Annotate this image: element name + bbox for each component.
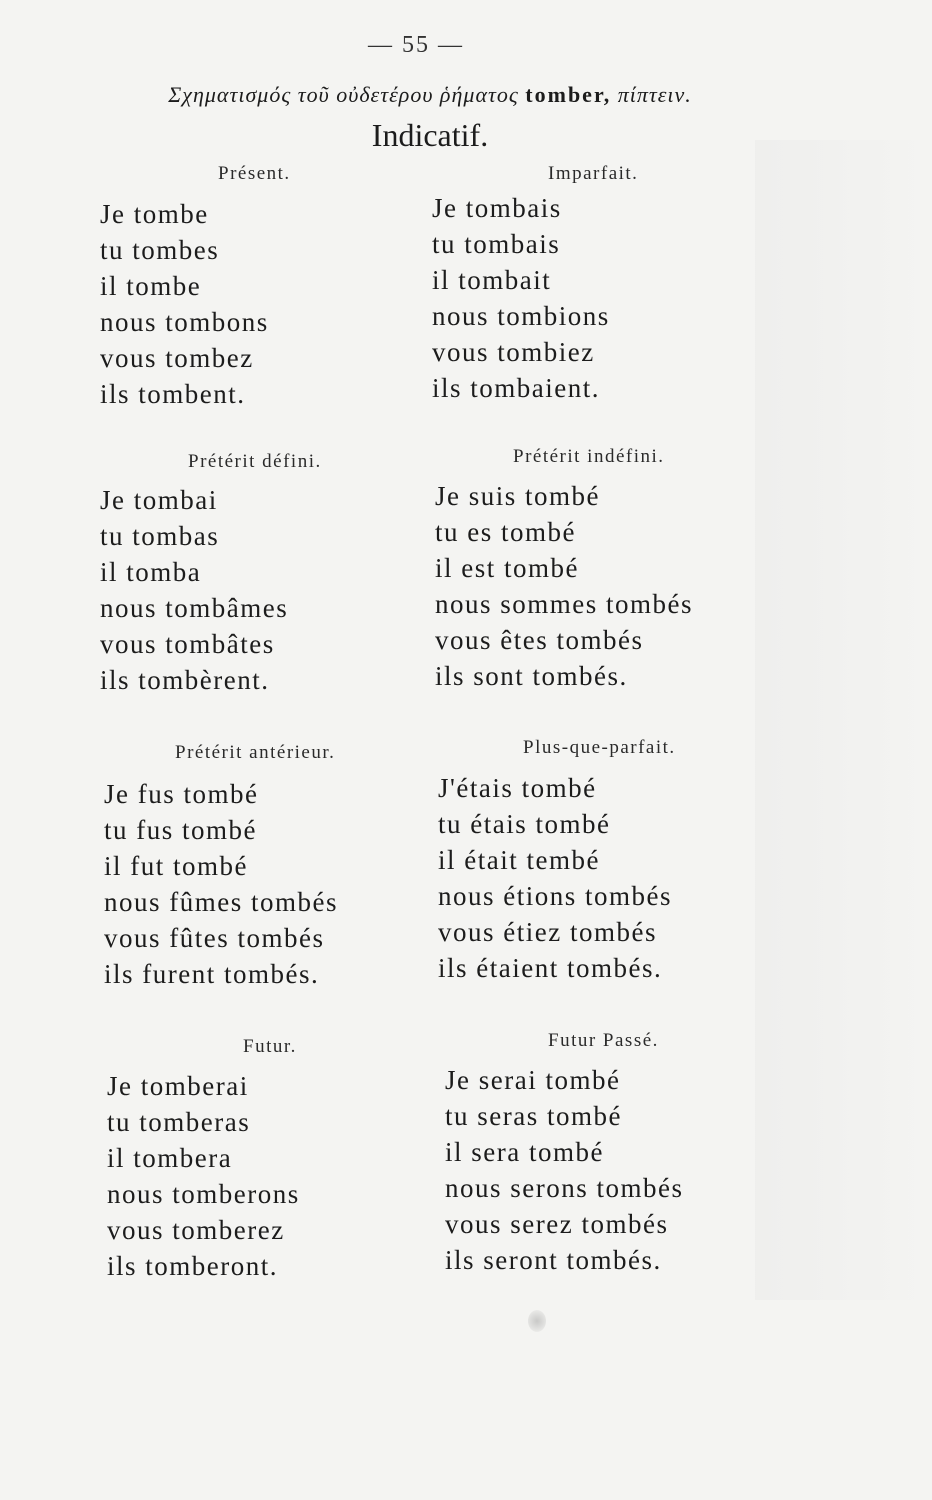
verb-form: tu seras tombé <box>445 1101 622 1131</box>
verb-form: ils tombaient. <box>432 373 600 403</box>
verb-form: tu tombais <box>432 229 561 259</box>
verb-form: ils étaient tombés. <box>438 953 663 983</box>
verb-form: vous serez tombés <box>445 1209 669 1239</box>
mood-title: Indicatif. <box>371 117 489 153</box>
verb-form: vous tomberez <box>107 1215 285 1245</box>
verb-form: vous tombiez <box>432 337 595 367</box>
verb-form: il tombera <box>107 1143 233 1173</box>
verb-form: vous tombez <box>100 343 254 373</box>
verb-form: il tomba <box>100 557 202 587</box>
tense-title-preterit-indefini: Prétérit indéfini. <box>513 446 665 467</box>
verb-form: tu étais tombé <box>438 809 611 839</box>
page-heading <box>100 82 760 108</box>
bleed-through-shadow <box>755 140 932 1300</box>
verb-form: nous tomberons <box>107 1179 300 1209</box>
tense-title-imparfait: Imparfait. <box>548 163 639 184</box>
verb-form: vous fûtes tombés <box>104 923 325 953</box>
verb-form: Je tombai <box>100 485 218 515</box>
verb-form: nous tombons <box>100 307 269 337</box>
verb-form: vous étiez tombés <box>438 917 657 947</box>
tense-forms-futur <box>107 1068 300 1284</box>
verb-form: nous fûmes tombés <box>104 887 338 917</box>
verb-form: J'étais tombé <box>438 773 597 803</box>
verb-form: ils tomberont. <box>107 1251 278 1281</box>
verb-form: ils furent tombés. <box>104 959 320 989</box>
tense-title-plus-que-parfait: Plus-que-parfait. <box>523 737 676 758</box>
tense-forms-preterit-defini <box>100 482 288 698</box>
tense-forms-present <box>100 196 269 412</box>
heading-greek-part-2: πίπτειν. <box>617 82 692 107</box>
tense-title-present: Présent. <box>218 163 291 184</box>
tense-forms-preterit-indefini <box>435 478 693 694</box>
tense-title-futur-passe: Futur Passé. <box>548 1030 659 1051</box>
verb-form: nous sommes tombés <box>435 589 694 619</box>
verb-form: Je serai tombé <box>445 1065 621 1095</box>
verb-form: Je tombe <box>100 199 209 229</box>
tense-forms-imparfait <box>432 190 610 406</box>
heading-verb: tomber, <box>525 82 612 107</box>
tense-title-preterit-anterieur: Prétérit antérieur. <box>175 742 336 763</box>
tense-title-futur: Futur. <box>243 1036 297 1057</box>
tense-forms-futur-passe <box>445 1062 684 1278</box>
verb-form: nous étions tombés <box>438 881 672 911</box>
ink-smudge <box>528 1310 546 1332</box>
tense-title-preterit-defini: Prétérit défini. <box>188 451 322 472</box>
verb-form: ils tombèrent. <box>100 665 270 695</box>
verb-form: ils tombent. <box>100 379 246 409</box>
verb-form: ils seront tombés. <box>445 1245 662 1275</box>
verb-form: il fut tombé <box>104 851 248 881</box>
page-number: — 55 — <box>368 32 464 58</box>
verb-form: Je tomberai <box>107 1071 249 1101</box>
verb-form: il était tembé <box>438 845 600 875</box>
heading-greek-part-1: Σχηματισμός τοῦ οὐδετέρου ῥήματος <box>168 82 519 107</box>
verb-form: tu tombas <box>100 521 220 551</box>
tense-forms-preterit-anterieur <box>104 776 338 992</box>
verb-form: tu tombes <box>100 235 220 265</box>
verb-form: il sera tombé <box>445 1137 604 1167</box>
verb-form: Je fus tombé <box>104 779 259 809</box>
tense-forms-plus-que-parfait <box>438 770 672 986</box>
verb-form: tu tomberas <box>107 1107 251 1137</box>
verb-form: il tombe <box>100 271 202 301</box>
verb-form: nous tombions <box>432 301 610 331</box>
verb-form: nous serons tombés <box>445 1173 684 1203</box>
verb-form: vous tombâtes <box>100 629 275 659</box>
verb-form: Je suis tombé <box>435 481 600 511</box>
verb-form: Je tombais <box>432 193 562 223</box>
verb-form: il tombait <box>432 265 552 295</box>
verb-form: tu es tombé <box>435 517 576 547</box>
verb-form: vous êtes tombés <box>435 625 644 655</box>
verb-form: ils sont tombés. <box>435 661 628 691</box>
verb-form: tu fus tombé <box>104 815 257 845</box>
verb-form: il est tombé <box>435 553 579 583</box>
verb-form: nous tombâmes <box>100 593 289 623</box>
